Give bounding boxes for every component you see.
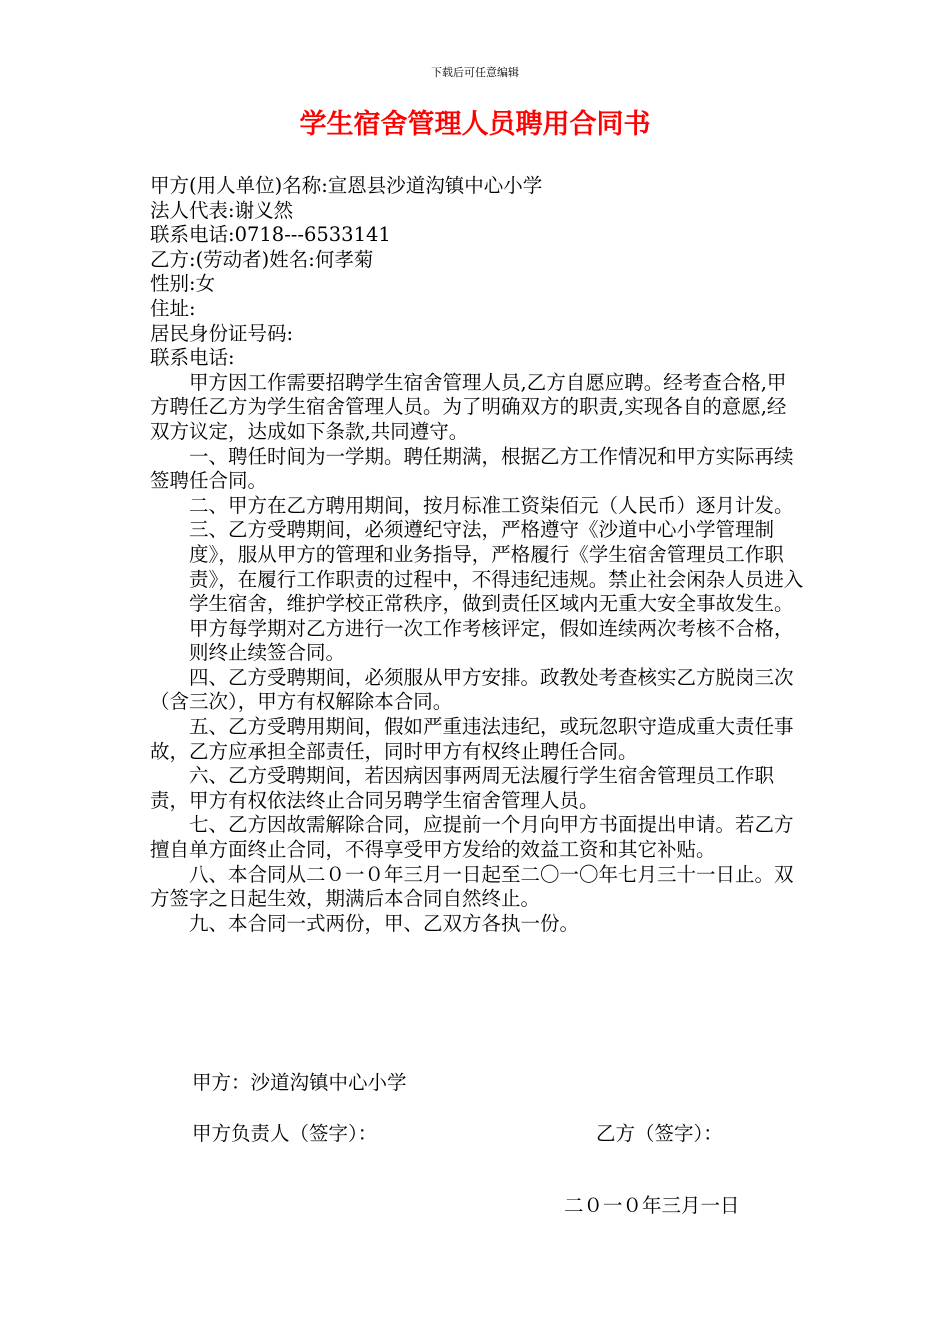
phone-b-line: 联系电话: [150, 346, 235, 370]
header-note: 下载后可任意编辑 [431, 66, 519, 79]
clause-3: 三、乙方受聘期间，必须遵纪守法，严格遵守《沙道中心小学管理制度》，服从甲方的管理和业务指导，严格履行《学生宿舍管理员工作职责》，在履行工作职责的过程中，不得违纪违规。禁止社会闲杂人员进入学生宿舍，维护学校正常秩序，做到责任区域内无重大安全事故发生。甲方每学期对乙方进行一次工作考核评定，假如连续两次考核不合格，则终止续签合同。 [189, 518, 804, 665]
party-a-line: 甲方(用人单位)名称:宣恩县沙道沟镇中心小学 [150, 174, 543, 197]
legal-rep-line: 法人代表:谢义然 [150, 198, 294, 222]
contract-date: 二０一０年三月一日 [564, 1194, 740, 1217]
party-b-line: 乙方:(劳动者)姓名:何孝菊 [150, 247, 374, 271]
gender-line: 性别:女 [150, 272, 216, 296]
contract-title: 学生宿舍管理人员聘用合同书 [299, 109, 651, 140]
phone-a-line: 联系电话:0718---6533141 [150, 223, 391, 247]
clause-9: 九、本合同一式两份，甲、乙双方各执一份。 [189, 911, 580, 935]
party-a-signer: 甲方负责人（签字）： [192, 1122, 378, 1145]
clause-8: 八、本合同从二０一０年三月一日起至二〇一〇年七月三十一日止。双方签字之日起生效，期满后本合同自然终止。 [150, 862, 794, 911]
contract-body [150, 174, 805, 936]
clause-6: 六、乙方受聘期间，若因病因事两周无法履行学生宿舍管理员工作职责，甲方有权依法终止合同另聘学生宿舍管理人员。 [150, 764, 775, 812]
clause-4: 四、乙方受聘期间，必须服从甲方安排。政教处考查核实乙方脱岗三次（含三次），甲方有权解除本合同。 [150, 665, 794, 714]
clause-7: 七、乙方因故需解除合同，应提前一个月向甲方书面提出申请。若乙方擅自单方面终止合同，不得享受甲方发给的效益工资和其它补贴。 [150, 813, 794, 862]
intro-paragraph: 甲方因工作需要招聘学生宿舍管理人员,乙方自愿应聘。经考查合格,甲方聘任乙方为学生宿舍管理人员。为了明确双方的职责,实现各自的意愿,经双方议定，达成如下条款,共同遵守。 [150, 370, 787, 443]
party-a-name: 甲方：沙道沟镇中心小学 [192, 1071, 407, 1094]
clause-5: 五、乙方受聘用期间，假如严重违法违纪，或玩忽职守造成重大责任事故，乙方应承担全部责任，同时甲方有权终止聘任合同。 [150, 715, 794, 763]
party-b-signer: 乙方（签字）： [596, 1122, 723, 1145]
id-number-line: 居民身份证号码: [150, 321, 294, 345]
clause-2: 二、甲方在乙方聘用期间，按月标准工资柒佰元（人民币）逐月计发。 [189, 493, 794, 517]
clause-1: 一、聘任时间为一学期。聘任期满，根据乙方工作情况和甲方实际再续签聘任合同。 [150, 444, 794, 493]
address-line: 住址: [150, 296, 196, 320]
